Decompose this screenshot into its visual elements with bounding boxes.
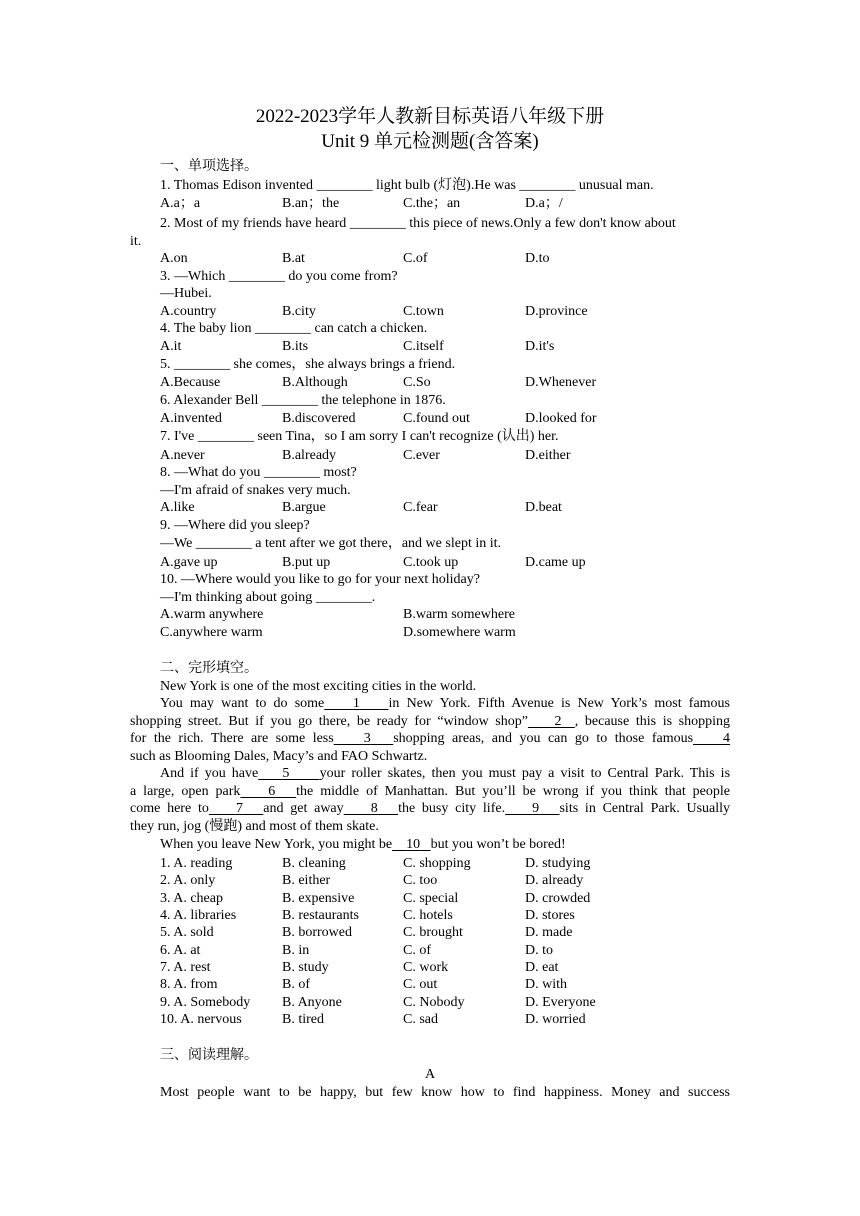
option-b: B. Anyone [282,994,342,1010]
option-d: D.either [525,448,571,463]
cloze-option-row [130,1011,730,1029]
option-c: C. of [403,942,431,958]
cloze-blank-6: 6 [268,784,276,799]
option-c: C. brought [403,925,463,941]
section-heading-single-choice: 一、单项选择。 [160,159,258,174]
question-stem: 3. —Which ________ do you come from? [160,269,398,284]
option-b: B.argue [282,500,326,515]
question-options [130,250,730,268]
option-a: A.country [160,304,217,319]
option-a: 4. A. libraries [160,908,237,924]
option-c: C. shopping [403,856,471,871]
question-stem: 2. Most of my friends have heard ________ this piece of news.Only a few don't know about [160,216,676,231]
option-a: 10. A. nervous [160,1012,242,1028]
question-options [130,554,730,572]
option-c: C.of [403,251,428,266]
cloze-option-row [130,959,730,977]
option-c: C.itself [403,339,444,354]
question-stem: 8. —What do you ________ most? [160,465,357,480]
option-a: 9. A. Somebody [160,994,251,1010]
section-heading-cloze: 二、完形填空。 [160,661,258,676]
question-answer-line: —I'm thinking about going ________. [160,590,376,605]
option-c: C.took up [403,555,459,570]
option-d: D.beat [525,500,562,515]
section-heading-reading: 三、阅读理解。 [160,1048,258,1063]
option-d: D.a；/ [525,196,563,211]
question-stem: 10. —Where would you like to go for your next holiday? [160,572,480,587]
option-c: C.ever [403,448,440,463]
question-answer-line: —I'm afraid of snakes very much. [160,483,351,498]
option-c: C. special [403,890,459,906]
option-a: A.Because [160,375,221,390]
option-c: C.found out [403,411,470,426]
option-c: C.anywhere warm [160,625,263,640]
option-b: B.its [282,339,309,354]
option-b: B.city [282,304,316,319]
option-a: 7. A. rest [160,960,211,976]
option-b: B.an；the [282,196,340,211]
option-d: D.province [525,304,588,319]
option-b: B.Although [282,375,348,390]
option-d: D.Whenever [525,375,597,390]
option-b: B. either [282,873,331,889]
option-d: D.came up [525,555,586,570]
cloze-option-row [130,924,730,942]
option-a: A.warm anywhere [160,607,264,622]
option-b: B. borrowed [282,925,352,941]
cloze-blank-2: 2 [554,714,562,729]
option-c: C. sad [403,1012,438,1028]
option-c: C.the；an [403,196,461,211]
option-b: B. restaurants [282,908,359,924]
option-d: D.looked for [525,411,597,426]
option-d: D. worried [525,1012,586,1028]
question-stem: 9. —Where did you sleep? [160,518,310,533]
option-a: A.never [160,448,205,463]
option-b: B.at [282,251,305,266]
question-options [130,195,730,213]
cloze-paragraph-line: come here to 7 and get away 8 the busy city life. 9 sits in Central Park. Usually [130,801,731,816]
passage-label: A [424,1067,436,1082]
cloze-blank-8: 8 [370,801,378,816]
question-answer-line: —Hubei. [160,286,212,301]
cloze-option-row [130,890,730,908]
option-d: D. eat [525,960,559,976]
option-a: 8. A. from [160,977,218,993]
option-a: 2. A. only [160,873,216,889]
question-options [130,410,730,428]
option-d: D. already [525,873,584,889]
option-a: A.on [160,251,188,266]
cloze-paragraph-line: New York is one of the most exciting cities in the world. [160,679,477,694]
question-options [130,499,730,517]
option-c: C. too [403,873,438,889]
option-c: C. Nobody [403,994,465,1010]
option-b: B.put up [282,555,331,570]
question-options [130,447,730,465]
option-b: B. expensive [282,890,355,906]
question-options [130,606,730,624]
option-c: C.So [403,375,431,390]
cloze-blank-1: 1 [352,696,360,711]
question-options [130,374,730,392]
cloze-paragraph-line: for the rich. There are some less 3 shopping areas, and you can go to those famous 4 [130,731,731,746]
question-stem: 4. The baby lion ________ can catch a chicken. [160,321,428,336]
option-a: A.like [160,500,195,515]
option-d: D.to [525,251,550,266]
option-b: B. tired [282,1012,324,1028]
option-b: B.discovered [282,411,356,426]
option-b: B.already [282,448,337,463]
cloze-paragraph-line: When you leave New York, you might be 10 but you won’t be bored! [160,837,566,852]
cloze-option-row [130,855,730,873]
question-stem: 7. I've ________ seen Tina，so I am sorry I can't recognize (认出) her. [160,429,559,444]
reading-paragraph-line: Most people want to be happy, but few know how to find happiness. Money and success [160,1085,730,1100]
option-b: B. study [282,960,329,976]
cloze-paragraph-line: shopping street. But if you go there, be ready for “window shop” 2 , because this is shopping [130,714,731,729]
question-options [130,624,730,642]
cloze-blank-7: 7 [235,801,243,816]
option-a: A.invented [160,411,222,426]
cloze-paragraph-line: You may want to do some 1 in New York. Fifth Avenue is New York’s most famous [160,696,731,711]
option-d: D.somewhere warm [403,625,516,640]
cloze-option-row [130,994,730,1012]
option-d: D. studying [525,856,591,871]
option-a: A.it [160,339,182,354]
cloze-paragraph-line: a large, open park 6 the middle of Manhattan. But you’ll be wrong if you think that people [130,784,731,799]
option-c: C.fear [403,500,438,515]
option-a: A.gave up [160,555,218,570]
option-a: A.a；a [160,196,201,211]
cloze-blank-3: 3 [363,731,371,746]
question-stem: 1. Thomas Edison invented ________ light bulb (灯泡).He was ________ unusual man. [160,178,654,193]
cloze-blank-5: 5 [282,766,290,781]
option-d: D. Everyone [525,994,596,1010]
option-d: D. with [525,977,567,993]
document-title-line-1: 2022-2023学年人教新目标英语八年级下册 [255,106,605,127]
option-d: D. made [525,925,573,941]
cloze-option-row [130,907,730,925]
question-stem: 6. Alexander Bell ________ the telephone in 1876. [160,393,446,408]
option-c: C. work [403,960,449,976]
option-d: D. stores [525,908,575,924]
option-c: C. out [403,977,438,993]
option-b: B. cleaning [282,856,346,871]
option-a: 5. A. sold [160,925,214,941]
option-a: 6. A. at [160,942,201,958]
option-b: B. in [282,942,310,958]
cloze-paragraph-line: such as Blooming Dales, Macy’s and FAO Schwartz. [130,749,428,764]
cloze-paragraph-line: they run, jog (慢跑) and most of them skate. [130,819,379,834]
question-options [130,338,730,356]
cloze-blank-4: 4 [723,731,731,746]
option-c: C. hotels [403,908,453,924]
cloze-option-row [130,942,730,960]
option-d: D. to [525,942,553,958]
document-title-line-2: Unit 9 单元检测题(含答案) [321,131,539,152]
option-b: B.warm somewhere [403,607,515,622]
cloze-option-row [130,976,730,994]
cloze-paragraph-line: And if you have 5 your roller skates, then you must pay a visit to Central Park. This is [160,766,731,781]
option-a: 1. A. reading [160,856,233,871]
option-c: C.town [403,304,444,319]
option-d: D.it's [525,339,555,354]
question-stem: 5. ________ she comes，she always brings a friend. [160,357,456,372]
question-options [130,303,730,321]
question-answer-line: —We ________ a tent after we got there，and we slept in it. [160,536,501,551]
option-a: 3. A. cheap [160,890,223,906]
cloze-option-row [130,872,730,890]
option-b: B. of [282,977,310,993]
cloze-blank-10: 10 [406,837,421,852]
option-d: D. crowded [525,890,591,906]
question-stem-continued: it. [130,234,142,249]
cloze-blank-9: 9 [532,801,540,816]
